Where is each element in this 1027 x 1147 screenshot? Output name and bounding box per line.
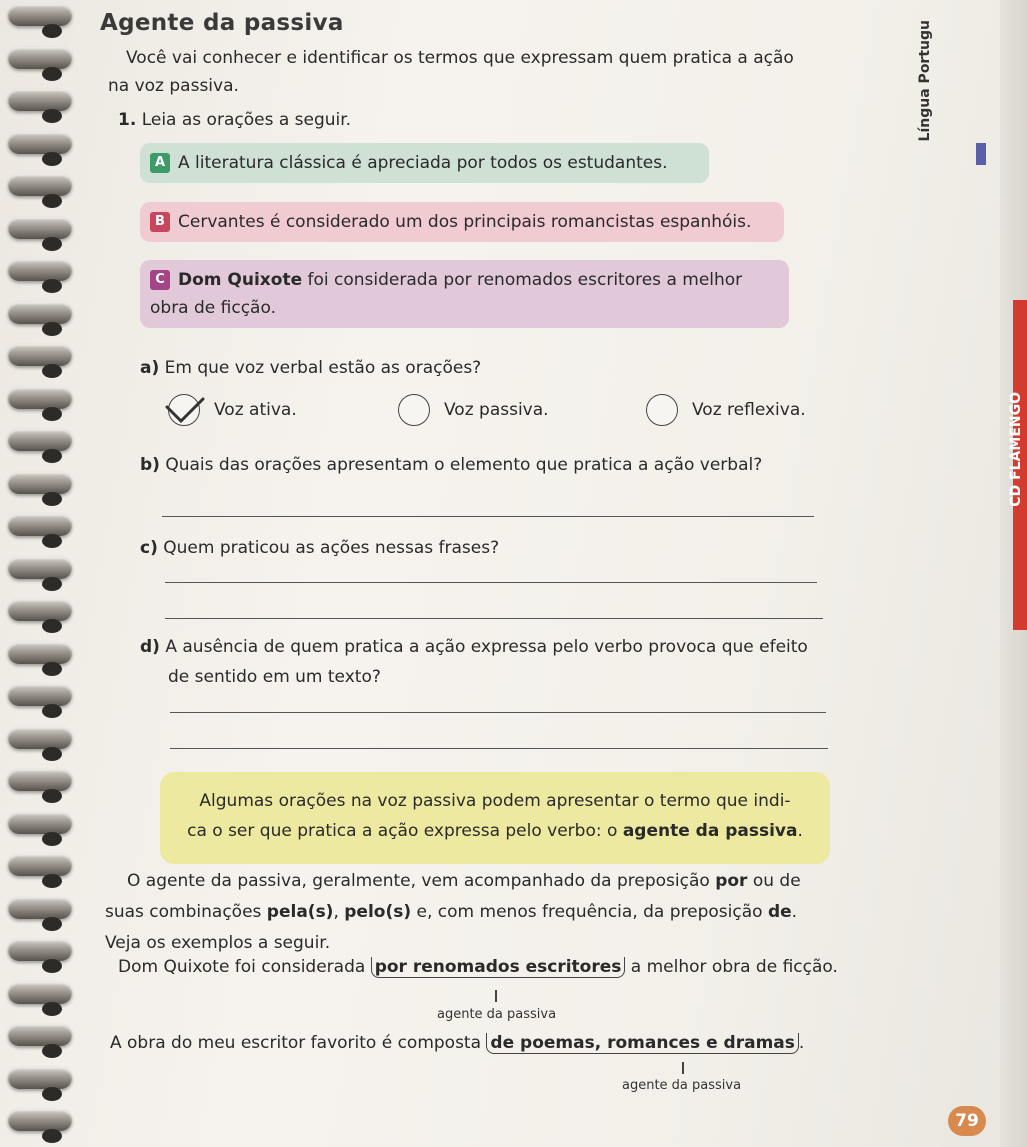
concept-term: agente da passiva [622,821,798,841]
option-voz-passiva-label: Voz passiva. [444,400,549,420]
spiral-hole [42,704,62,718]
p2-bold-2: pelo(s) [344,902,412,922]
spiral-ring [8,727,72,749]
question-1-number: 1. [118,110,137,130]
spiral-hole [42,24,62,38]
sentence-c-text-2: obra de ficção. [150,298,276,318]
spiral-hole [42,577,62,591]
spiral-hole [42,619,62,633]
spiral-hole [42,407,62,421]
p1-end: ou de [747,871,801,891]
spiral-hole [42,747,62,761]
spiral-ring [8,599,72,621]
answer-line-c-2[interactable] [165,618,823,619]
spiral-hole [42,1002,62,1016]
spiral-ring [8,4,72,26]
spiral-hole [42,917,62,931]
color-marker [976,143,986,165]
item-c-question [140,538,499,558]
concept-box [160,772,830,864]
item-b-question [140,455,762,475]
paragraph-line-1 [105,866,840,897]
flamengo-label: CD FLAMENGO [1008,392,1024,507]
p2-post: e, com menos frequência, da preposição [411,902,768,922]
intro-line-2: na voz passiva. [108,76,239,96]
spiral-hole [42,322,62,336]
item-d-question [140,632,808,692]
sentence-a-badge: A [150,153,170,173]
spiral-ring [8,769,72,791]
item-b-text: Quais das orações apresentam o elemento que pratica a ação verbal? [165,455,763,475]
sentence-a-text: A literatura clássica é apreciada por todos os estudantes. [178,153,668,173]
p2-text: suas combinações [105,902,267,922]
concept-line-2-text: ca o ser que pratica a ação expressa pelo verbo: o [187,821,623,841]
paragraph-line-2 [105,897,840,928]
spiral-hole [42,832,62,846]
sentence-b-badge: B [150,212,170,232]
sentence-c-bold: Dom Quixote [178,270,303,290]
concept-period: . [797,821,803,841]
spiral-ring [8,854,72,876]
spiral-hole [42,874,62,888]
spiral-ring [8,429,72,451]
checkbox-voz-ativa[interactable] [168,394,200,426]
spiral-ring [8,897,72,919]
question-1-text: Leia as orações a seguir. [141,110,352,130]
subject-label: Língua Portugu [917,20,933,142]
example-1-post: a melhor obra de ficção. [625,957,838,977]
example-1-pre: Dom Quixote foi considerada [118,957,371,977]
p2-bold-3: de [767,902,792,922]
spiral-hole [42,1129,62,1143]
item-a-question [140,358,481,378]
option-voz-reflexiva-label: Voz reflexiva. [692,400,806,420]
question-1 [118,110,351,130]
check-icon [165,397,209,427]
item-a-label: a) [140,358,160,378]
item-a-text: Em que voz verbal estão as orações? [164,358,482,378]
spiral-hole [42,194,62,208]
spiral-hole [42,1087,62,1101]
spiral-ring [8,1067,72,1089]
spiral-ring [8,939,72,961]
spiral-ring [8,1109,72,1131]
spiral-binding [0,0,80,1147]
spiral-ring [8,642,72,664]
paragraph-line-3: Veja os exemplos a seguir. [105,933,331,953]
intro-text [108,44,808,100]
example-1-agent: por renomados escritores [371,957,626,978]
page-number: 79 [948,1106,986,1136]
example-2-pre: A obra do meu escritor favorito é composta [110,1033,487,1053]
spiral-hole [42,364,62,378]
concept-line-2 [160,816,830,846]
spiral-ring [8,387,72,409]
p2-end: . [791,902,798,922]
p1-bold: por [715,871,748,891]
item-c-label: c) [140,538,158,558]
item-c-text: Quem praticou as ações nessas frases? [163,538,500,558]
spiral-ring [8,89,72,111]
spiral-ring [8,174,72,196]
spiral-hole [42,279,62,293]
answer-line-d-1[interactable] [170,712,826,713]
spiral-hole [42,237,62,251]
explanation-paragraph [105,866,840,959]
spiral-hole [42,789,62,803]
intro-line-1: Você vai conhecer e identificar os termos que expressam quem pratica a ação [126,48,794,68]
example-2 [110,1033,804,1053]
spiral-ring [8,472,72,494]
spiral-hole [42,152,62,166]
spiral-hole [42,67,62,81]
spiral-hole [42,534,62,548]
checkbox-voz-passiva[interactable] [398,394,430,426]
sentence-c [140,260,789,328]
spiral-ring [8,812,72,834]
spiral-ring [8,47,72,69]
concept-line-1: Algumas orações na voz passiva podem apresentar o termo que indi- [199,791,791,811]
spiral-ring [8,684,72,706]
answer-line-b[interactable] [162,516,814,517]
spiral-ring [8,514,72,536]
spiral-ring [8,132,72,154]
p2-bold-1: pela(s) [266,902,334,922]
spiral-ring [8,217,72,239]
answer-line-d-2[interactable] [170,748,828,749]
spiral-ring [8,302,72,324]
example-2-agent: de poemas, romances e dramas [486,1033,798,1054]
spiral-ring [8,1024,72,1046]
checkbox-voz-reflexiva[interactable] [646,394,678,426]
item-d-text-2: de sentido em um texto? [168,667,381,687]
option-voz-reflexiva[interactable] [646,394,806,426]
sentence-c-text: foi considerada por renomados escritores a melhor [302,270,743,290]
example-1-tick [495,990,497,1002]
spiral-hole [42,662,62,676]
item-b-label: b) [140,455,160,475]
sentence-b [140,202,784,242]
spiral-ring [8,259,72,281]
spiral-ring [8,557,72,579]
item-d-text: A ausência de quem pratica a ação expressa pelo verbo provoca que efeito [165,637,808,657]
spiral-ring [8,982,72,1004]
p2-mid: , [333,902,345,922]
spiral-hole [42,449,62,463]
page-title: Agente da passiva [100,10,344,36]
example-1-label: agente da passiva [437,1007,557,1022]
example-1 [118,957,838,977]
sentence-c-badge: C [150,270,170,290]
spiral-hole [42,109,62,123]
spiral-hole [42,492,62,506]
spiral-hole [42,1044,62,1058]
sentence-b-text: Cervantes é considerado um dos principais romancistas espanhóis. [178,212,752,232]
example-2-tick [682,1062,684,1074]
spiral-ring [8,344,72,366]
item-d-label: d) [140,637,160,657]
option-voz-ativa-label: Voz ativa. [214,400,297,420]
answer-line-c-1[interactable] [165,582,817,583]
p1-text: O agente da passiva, geralmente, vem acompanhado da preposição [127,871,716,891]
option-voz-ativa[interactable] [168,394,297,426]
option-voz-passiva[interactable] [398,394,549,426]
example-2-label: agente da passiva [622,1078,742,1093]
example-2-post: . [798,1033,805,1053]
spiral-hole [42,959,62,973]
sentence-a [140,143,709,183]
